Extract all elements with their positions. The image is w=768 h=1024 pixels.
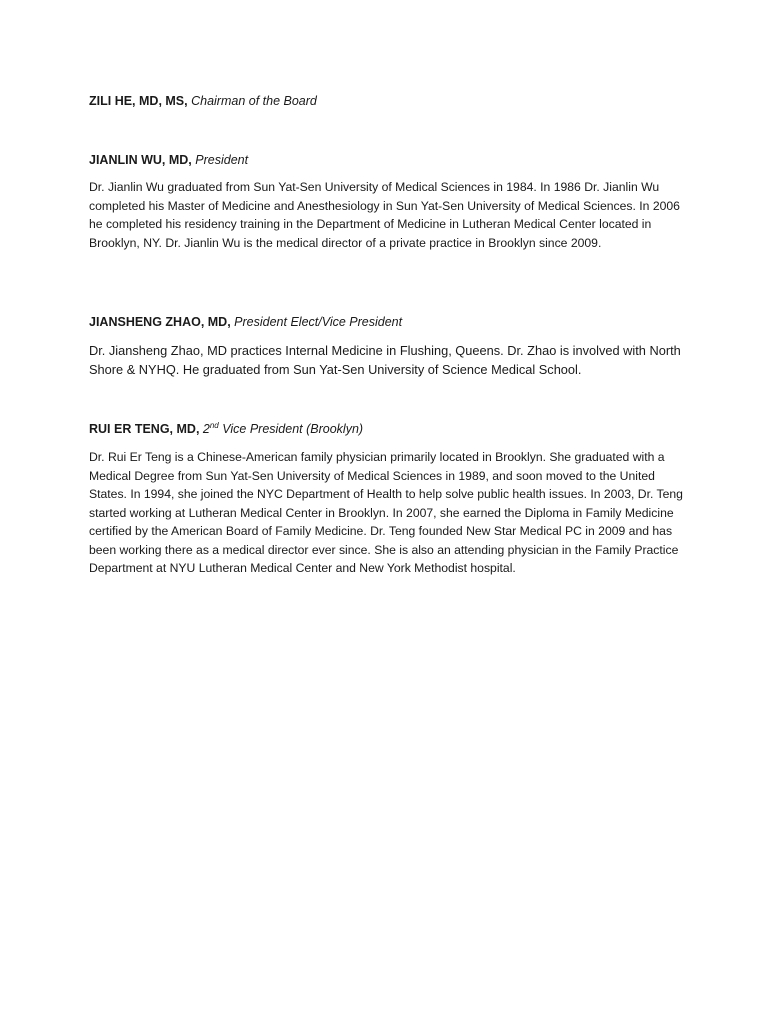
member-chairman [89, 93, 689, 109]
member-role: Chairman of the Board [191, 94, 317, 108]
member-second-vice-president [89, 421, 689, 578]
member-name: JIANSHENG ZHAO, MD, [89, 315, 231, 329]
member-name: JIANLIN WU, MD, [89, 153, 192, 167]
member-bio: Dr. Rui Er Teng is a Chinese-American family physician primarily located in Brooklyn. She graduated with a Medical Degree from Sun Yat-Sen University of Medical Sciences in 1989, and soon moved to the United States. In 1994, she joined the NYC Department of Health to help solve public health issues. In 2003, Dr. Teng started working at Lutheran Medical Center in Brooklyn. In 2007, she earned the Diploma in Family Medicine certified by the American Board of Family Medicine. Dr. Teng founded New Star Medical PC in 2009 and has been working there as a medical director ever since. She is also an attending physician in the Family Practice Department at NYU Lutheran Medical Center and New York Methodist hospital. [89, 450, 683, 575]
member-name: ZILI HE, MD, MS, [89, 94, 188, 108]
member-name: RUI ER TENG, MD, [89, 422, 200, 436]
member-role: President Elect/Vice President [234, 315, 403, 329]
member-role: President [195, 153, 249, 167]
member-heading [89, 421, 689, 437]
role-ordinal: 2 [202, 422, 210, 436]
member-vice-president [89, 314, 689, 379]
member-bio: Dr. Jianlin Wu graduated from Sun Yat-Sen University of Medical Sciences in 1984. In 1986 Dr. Jianlin Wu completed his Master of Medicine and Anesthesiology in Sun Yat-Sen University of Medical Sciences. In 2006 he completed his residency training in the Department of Medicine in Lutheran Medical Center located in Brooklyn, NY. Dr. Jianlin Wu is the medical director of a private practice in Brooklyn since 2009. [89, 180, 680, 250]
member-role [203, 422, 363, 436]
member-president [89, 152, 689, 252]
member-heading [89, 93, 689, 109]
member-heading [89, 314, 689, 330]
role-ordinal-suffix: nd [209, 420, 219, 430]
role-title: Vice President (Brooklyn) [222, 422, 364, 436]
member-bio: Dr. Jiansheng Zhao, MD practices Internal Medicine in Flushing, Queens. Dr. Zhao is involved with North Shore & NYHQ. He graduated from Sun Yat-Sen University of Science Medical School. [89, 343, 681, 377]
member-heading [89, 152, 689, 168]
